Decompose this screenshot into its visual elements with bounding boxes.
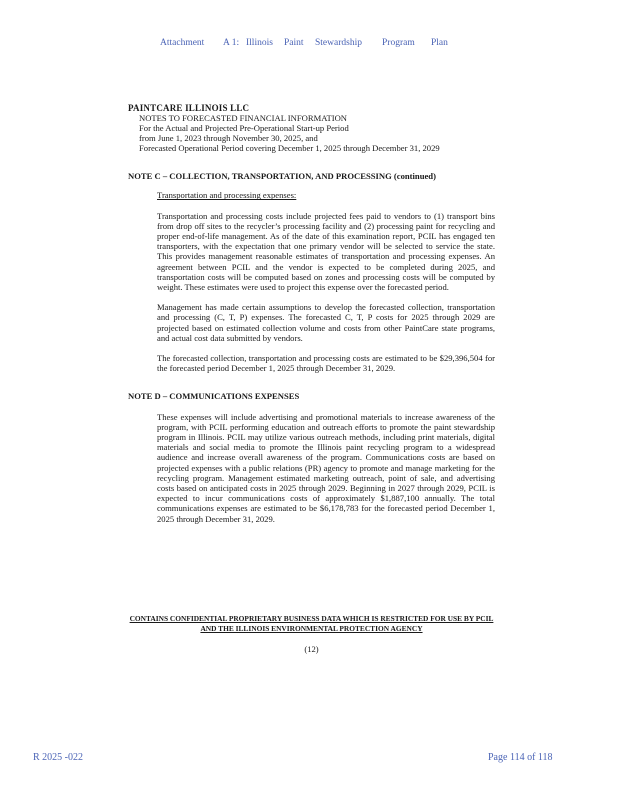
note-c-paragraph: Transportation and processing costs include projected fees paid to vendors to (1) transport bins from drop off sites to the recycler’s processing facility and (2) processing paint for recycling and proper end-of-life management. As of the date of this examination report, PCIL has engaged ten transporters, with the expectation that one primary vendor will be selected to service the state. This provides management reasonable estimates of transportation and processing expenses. An agreement between PCIL and the vendor is expected to be completed during 2025, and transportation costs will be computed based on zones and processing costs will be computed by weight. These estimates were used to project this expense over the forecasted period. bbox=[157, 210, 495, 293]
header-paint: Paint bbox=[284, 38, 304, 48]
notes-period-line: Forecasted Operational Period covering December 1, 2025 through December 31, 2029 bbox=[139, 143, 440, 154]
note-d-title: NOTE D – COMMUNICATIONS EXPENSES bbox=[128, 391, 300, 402]
header-stewardship: Stewardship bbox=[315, 38, 362, 48]
confidentiality-line: CONTAINS CONFIDENTIAL PROPRIETARY BUSINESS DATA WHICH IS RESTRICTED FOR USE BY PCIL bbox=[129, 614, 494, 623]
notes-period-line: from June 1, 2023 through November 30, 2025, and bbox=[139, 133, 318, 144]
document-body bbox=[128, 103, 495, 524]
confidentiality-line: AND THE ILLINOIS ENVIRONMENTAL PROTECTION AGENCY bbox=[200, 623, 423, 633]
note-d-paragraph: These expenses will include advertising and promotional materials to increase awareness of the program, with PCIL performing education and outreach efforts to promote the paint stewardship program in Illinois. PCIL may utilize various outreach methods, including print materials, digital materials and social media to promote the Illinois paint recycling program to a widespread audience and increase overall awareness of the program. Communications costs are based on projected expenses with a public relations (PR) agency to promote and manage marketing for the recycling program. Management estimated marketing outreach, point of sale, and advertising costs based on anticipated costs in 2025 through 2029. Beginning in 2027 through 2029, PCIL is expected to incur communications costs of approximately $1,887,100 annually. The total communications expenses are estimated to be $6,178,783 for the forecasted period December 1, 2025 through December 31, 2029. bbox=[157, 411, 495, 524]
note-c-subheading: Transportation and processing expenses: bbox=[157, 190, 297, 201]
header-illinois: Illinois bbox=[246, 38, 273, 48]
header-program: Program bbox=[382, 38, 415, 48]
page-of-total: Page 114 of 118 bbox=[488, 752, 553, 763]
notes-header bbox=[128, 113, 495, 153]
page-number: (12) bbox=[304, 644, 319, 654]
notes-title: NOTES TO FORECASTED FINANCIAL INFORMATION bbox=[139, 113, 348, 124]
header-plan: Plan bbox=[431, 38, 448, 48]
company-name: PAINTCARE ILLINOIS LLC bbox=[128, 103, 250, 113]
note-c-paragraph: Management has made certain assumptions to develop the forecasted collection, transportation and processing (C, T, P) expenses. The forecasted C, T, P costs for 2025 through 2029 are projected based on estimated collection volume and costs from other PaintCare state programs, and actual cost data submitted by vendors. bbox=[157, 302, 495, 343]
header-attachment: Attachment bbox=[160, 38, 205, 48]
header-a1: A 1: bbox=[223, 38, 240, 48]
confidentiality-notice bbox=[128, 614, 495, 633]
notes-period-line: For the Actual and Projected Pre-Operational Start-up Period bbox=[139, 123, 349, 134]
note-c-paragraph: The forecasted collection, transportation and processing costs are estimated to be $29,396,504 for the forecasted period December 1, 2025 through December 31, 2029. bbox=[157, 353, 495, 374]
document-id: R 2025 -022 bbox=[33, 752, 83, 763]
note-c-title: NOTE C – COLLECTION, TRANSPORTATION, AND PROCESSING (continued) bbox=[128, 171, 436, 182]
